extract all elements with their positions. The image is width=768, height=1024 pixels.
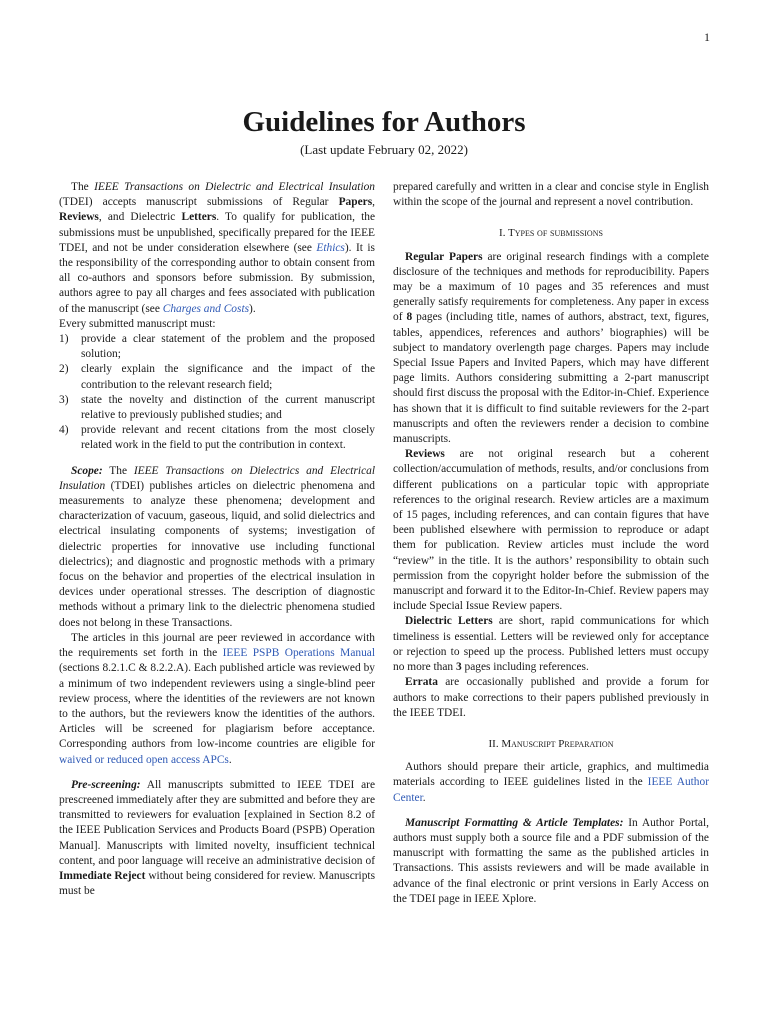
left-column [59,180,375,899]
text-run: (sections 8.2.1.C & 8.2.2.A). Each published article was reviewed by a minimum of two independent reviewers using a single-blind peer review process, where the identities of the reviewers are not known to the authors, but the reviewers know the identities of the authors. Articles will be screened for plagiarism before acceptance. Corresponding authors from low-income countries are eligible for [59,662,375,751]
reviews-paragraph [393,447,709,614]
section-heading-types: I. Types of submissions [499,227,603,240]
list-text: clearly explain the significance and the impact of the contribution to the relevant research field; [81,363,375,391]
list-item [59,362,375,392]
templates-paragraph [393,816,709,907]
text-run: All manuscripts submitted to IEEE TDEI are prescreened immediately after they are submitted and before they are transmitted to reviewers for evaluation [explained in Section 8.2 of the IEEE Publication Services and Products Board (PSPB) Operation Manual]. Manuscripts with limited novelty, insufficient technical content, and poor language will receive an administrative decision of [59,778,375,867]
prescreening-label: Pre-screening: [71,778,141,791]
text-run: , [372,196,375,209]
text-run: Authors should prepare their article, graphics, and multimedia materials according to IEEE guidelines listed in the [393,761,709,789]
list-text: provide a clear statement of the problem and the proposed solution; [81,333,375,361]
list-text: provide relevant and recent citations from the most closely related work in the field to put the contribution in context. [81,424,375,452]
pspb-manual-link[interactable]: IEEE PSPB Operations Manual [222,647,375,660]
preparation-paragraph [393,760,709,806]
text-run: pages including references. [461,661,589,674]
requirements-list [59,332,375,454]
list-number: 4) [59,424,69,437]
templates-label: Manuscript Formatting & Article Templates: [405,816,624,829]
scope-paragraph [59,464,375,631]
reviews-term: Reviews [59,211,99,224]
text-run: , and Dielectric [98,211,182,224]
list-item [59,393,375,423]
text-run: The [71,181,95,193]
text-run: pages (including title, names of authors, abstract, text, figures, tables, appendices, references and authors’ biographies) will be subject to mandatory overlength page charges. Papers may include Special Issue Papers and Invited Papers, which may have different page limits. Authors considering submitting a 2-part manuscript should first discuss the proposal with the Editor-in-Chief. Experience has shown that it is difficult to find suitable reviewers for the 2-part manuscripts and often the reviewers render a decision to combine manuscripts. [393,311,709,446]
last-update-subtitle: (Last update February 02, 2022) [300,142,468,157]
reviews-label: Reviews [405,448,445,461]
list-item [59,332,375,362]
list-number: 2) [59,363,69,376]
text-run: without being considered for review. Manuscripts must be [59,869,375,898]
scope-label: Scope: [71,464,103,477]
text-run: are occasionally published and provide a forum for authors to make corrections to their papers published previously in the IEEE TDEI. [393,676,709,719]
section-heading-preparation: II. Manuscript Preparation [488,737,614,750]
text-run: (TDEI) accepts manuscript submissions of Regular [59,196,339,209]
right-column [393,180,709,907]
text-run: ). It is the responsibility of the corresponding author to obtain consent from all co-authors and sponsors before submission. By submission, authors agree to pay all charges and fees associated with publication of the manuscript (see [59,241,375,315]
errata-paragraph [393,675,709,721]
list-number: 1) [59,333,69,346]
text-run: In Author Portal, authors must supply both a source file and a PDF submission of the manuscript with formatting the same as the published articles in Transactions. This assists reviewers and will be made available in advance of the final electronic or print versions in Early Access on the TDEI page in IEEE Xplore. [393,816,709,905]
text-run: The articles in this journal are peer reviewed in accordance with the requirements set forth in the [59,631,375,660]
letters-term: Letters [181,211,217,224]
page-number: 1 [704,30,710,44]
list-item [59,423,375,453]
list-number: 3) [59,393,69,406]
journal-name: IEEE Transactions on Dielectrics and Electrical Insulation [59,464,375,492]
charges-and-costs-link[interactable]: Charges and Costs [162,302,250,315]
text-run: ). [249,302,256,315]
regular-papers-label: Regular Papers [405,250,483,263]
open-access-apc-link[interactable]: waived or reduced open access APCs [59,753,229,766]
ethics-link[interactable]: Ethics [316,241,345,254]
text-run: . [422,791,426,804]
text-run: . [228,753,232,766]
page-title: Guidelines for Authors [242,106,526,138]
papers-term: Papers [338,196,373,209]
regular-papers-paragraph [393,250,709,448]
text-run: are original research findings with a complete disclosure of the techniques and methods for reproducibility. Papers may be a maximum of 10 pages and 35 references and must generally satisfy requirements for completeness. Any paper in excess of [393,250,709,324]
text-run: . To qualify for publication, the submissions must be unpublished, specifically prepared for the IEEE TDEI, and not be under consideration elsewhere (see [59,211,375,254]
text-run: (TDEI) publishes articles on dielectric phenomena and measurements to analyze these phenomena; development and characterization of vacuum, gaseous, liquid, and solid dielectrics and electrical insulating components of systems; investigation of dielectric properties for innovative use including functional dielectrics); and diagnostic and prognostic methods with a primary focus on the behavior and properties of the electrical insulation in devices under operational stresses. The description of diagnostic methods without a primary link to the dielectric phenomena studied does not belong in these Transactions. [59,479,375,629]
intro-paragraph [59,180,375,317]
requirements-intro: Every submitted manuscript must: [59,317,216,330]
list-text: state the novelty and distinction of the current manuscript relative to previously published studies; and [81,393,375,422]
peer-review-paragraph [59,631,375,768]
prescreening-paragraph [59,778,375,900]
letters-paragraph [393,614,709,675]
dielectric-letters-label: Dielectric Letters [405,615,493,628]
page-limit: 3 [455,661,462,674]
journal-name: IEEE Transactions on Dielectric and Electrical Insulation [94,181,375,193]
continuation-paragraph: prepared carefully and written in a clear and concise style in English within the scope of the journal and represent a novel contribution. [393,181,709,209]
immediate-reject-term: Immediate Reject [59,869,146,882]
text-run: are short, rapid communications for which timeliness is essential. Letters will be reviewed only for acceptance or rejection to speed up the process. Published letters must occupy no more than [393,615,709,674]
page-limit: 8 [406,311,413,324]
author-center-link[interactable]: IEEE Author Center [393,776,709,804]
text-run: are not original research but a coherent collection/accumulation of methods, results, and/or conclusions from different publications on a particular topic with appropriate references to the original research. Review articles are a maximum of 15 pages, including references, and can contain figures that have been published elsewhere with permission to reproduce or adapt them for publication. Review articles must include the word “review” in the title. It is the authors’ responsibility to obtain such permission from the copyright holder before the submission of the manuscript and forward it to the Editor-In-Chief. Review papers may include Special Issue Review papers. [393,448,709,613]
errata-label: Errata [405,676,438,689]
text-run: The [102,464,134,477]
